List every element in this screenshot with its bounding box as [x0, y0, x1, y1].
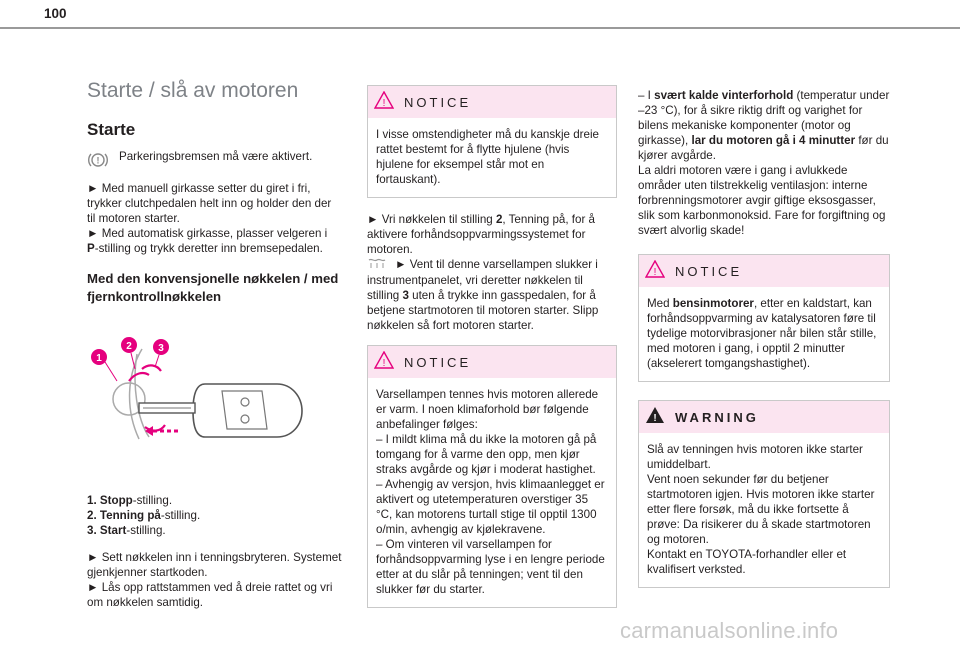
warning-triangle-icon — [645, 406, 665, 428]
notice-text: Varsellampen tennes hvis motoren allerede er varm. I noen klimaforhold bør følgende anbefalinger følges: – I mildt klima må du ikke la motoren gå på tomgang for å varme den opp, men kjør straks avgårde og kjør i moderat hastighet. – Avhengig av versjon, hvis klimaanlegget er aktivert og utetemperaturen overstiger 35 °C, kan motorens turtall stige til opptil 1300 o/min, avhengig av kjølekravene. – Om vinteren vil varsellampen for forhåndsoppvarming lyse i en lengre periode etter at du slår på tenningen; vent til den slukker før du starter. — [376, 388, 605, 596]
ventilation-warning-text: La aldri motoren være i gang i avlukkede områder uten tilstrekkelig ventilasjon: interne forbrenningsmotorer avgir giftige eksosgasser, slik som karbonmonoksid. Fare for forgiftning og svært alvorlig skade! — [638, 164, 886, 237]
warning-text: Slå av tenningen hvis motoren ikke starter umiddelbart. Vent noen sekunder før du betjener startmotoren igjen. Hvis motoren ikke starter etter flere forsøk, må du ikke fortsette å prøve: Da risikerer du å skade startmotoren og motoren. Kontakt en TOYOTA-forhandler eller et kvalifisert verksted. — [647, 443, 875, 576]
notice-box-1 — [367, 85, 617, 198]
svg-text:!: ! — [96, 155, 100, 166]
page-number: 100 — [44, 6, 67, 21]
heading-starte: Starte — [87, 120, 136, 139]
notice-box-2 — [367, 345, 617, 608]
notice-label: NOTICE — [404, 94, 472, 110]
svg-text:2: 2 — [126, 341, 132, 352]
notice-triangle-icon — [645, 260, 665, 282]
notice-triangle-icon — [374, 91, 394, 113]
svg-text:!: ! — [382, 98, 386, 109]
position-list — [87, 493, 342, 538]
list-item: 3. Start-stilling. — [87, 524, 166, 537]
brake-warning-icon — [87, 149, 111, 173]
notice-triangle-icon — [374, 351, 394, 373]
watermark: carmanualsonline.info — [620, 618, 839, 643]
page-title: Starte / slå av motoren — [87, 79, 299, 102]
key-ignition-illustration — [87, 329, 342, 479]
notice-text: I visse omstendigheter må du kanskje dreie rattet bestemt for å flytte hjulene (hvis hjulene for eksempel står mot en fortauskant). — [376, 128, 599, 186]
insert-key-text: ► Sett nøkkelen inn i tenningsbryteren. Systemet gjenkjenner startkoden. — [87, 551, 342, 579]
manual-gearbox-text: ► Med manuell girkasse setter du giret i fri, trykker clutchpedalen helt inn og holder den der til motoren starter. — [87, 182, 332, 225]
list-item: 1. Stopp-stilling. — [87, 494, 173, 507]
header-divider — [0, 27, 960, 29]
automatic-gearbox-text: ► Med automatisk girkasse, plasser velgeren i P-stilling og trykk deretter inn bremsepedalen. — [87, 227, 328, 255]
svg-text:3: 3 — [158, 343, 164, 354]
svg-text:!: ! — [382, 358, 386, 369]
svg-text:!: ! — [653, 267, 657, 278]
notice-box-3 — [638, 254, 890, 382]
unlock-steering-text: ► Lås opp rattstammen ved å dreie rattet og vri om nøkkelen samtidig. — [87, 581, 333, 609]
cold-climate-text: – I svært kalde vinterforhold (temperatur under –23 °C), for å sikre riktig drift og varighet for bilens mekaniske komponenter (motor og girkasse), lar du motoren gå i 4 minutter før du kjører avgårde. — [638, 89, 890, 162]
notice-text: Med bensinmotorer, etter en kaldstart, kan forhåndsoppvarming av katalysatoren føre til tydelige motorvibrasjoner når bilen står stille, med motoren i gang, i opptil 2 minutter (akselerert tomgangshastighet). — [647, 297, 877, 370]
column-right — [638, 88, 890, 588]
preheat-lamp-icon — [367, 257, 387, 273]
parking-brake-text: Parkeringsbremsen må være aktivert. — [119, 150, 313, 163]
list-item: 2. Tenning på-stilling. — [87, 509, 201, 522]
warning-label: WARNING — [675, 409, 759, 425]
turn-key-text: ► Vri nøkkelen til stilling 2, Tenning på, for å aktivere forhåndsoppvarmingssystemet for motoren. — [367, 213, 596, 256]
warning-box — [638, 400, 890, 588]
svg-text:1: 1 — [96, 353, 102, 364]
notice-label: NOTICE — [404, 354, 472, 370]
column-middle — [367, 85, 617, 608]
wait-lamp-text: ► Vent til denne varsellampen slukker i instrumentpanelet, vri deretter nøkkelen til stilling 3 uten å trykke inn gasspedalen, for å betjene startmotoren til motoren starter. Slipp nøkkelen så fort motoren starter. — [367, 258, 599, 332]
parking-brake-note — [87, 149, 342, 173]
notice-label: NOTICE — [675, 263, 743, 279]
column-left — [87, 78, 342, 610]
svg-text:!: ! — [653, 413, 657, 424]
heading-key: Med den konvensjonelle nøkkelen / med fjernkontrollnøkkelen — [87, 271, 339, 304]
